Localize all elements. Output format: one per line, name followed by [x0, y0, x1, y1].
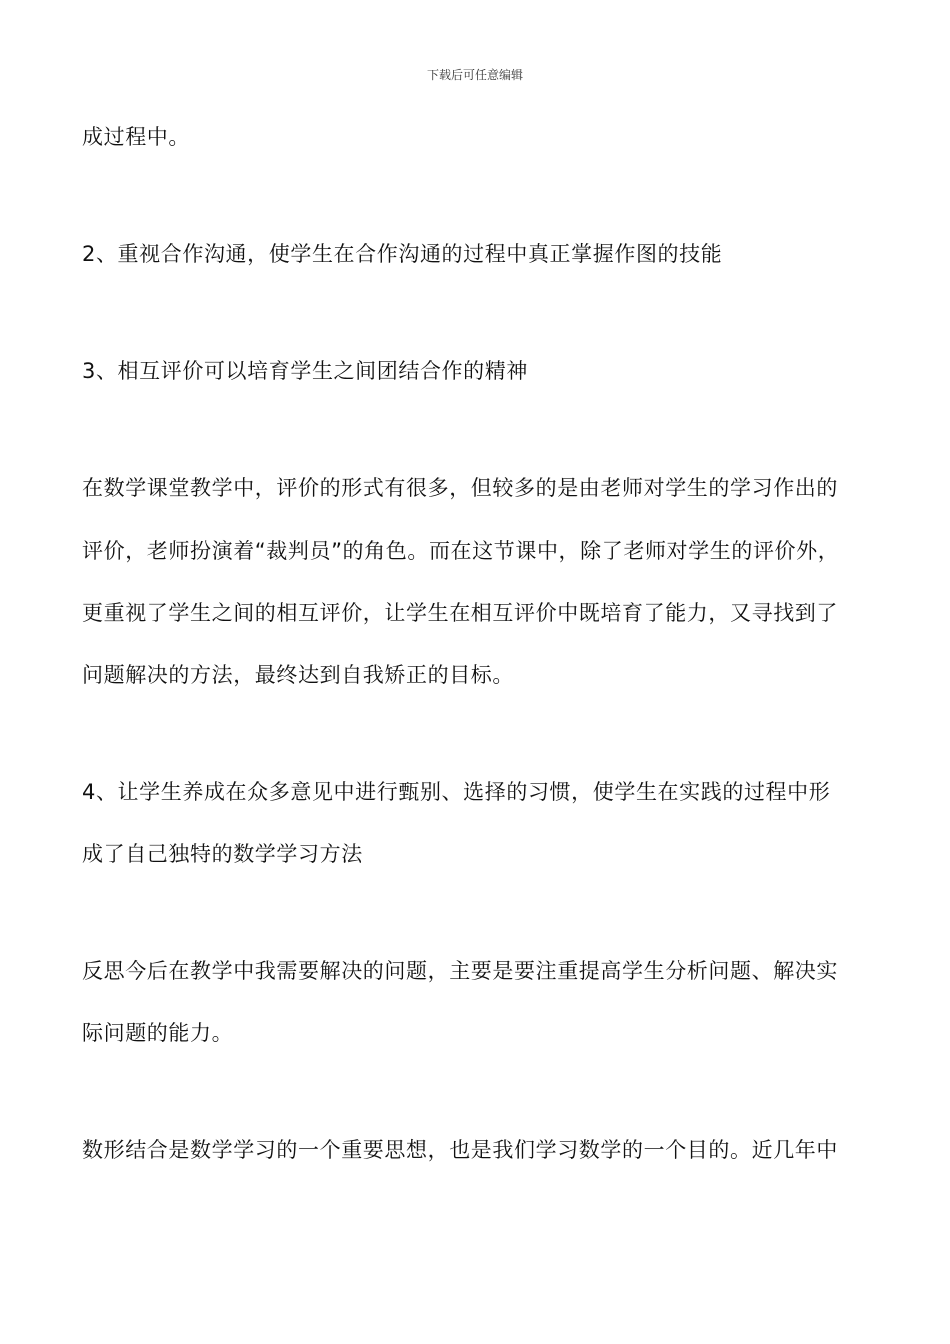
paragraph-line: 反思今后在教学中我需要解决的问题，主要是要注重提高学生分析问题、解决实	[82, 959, 838, 983]
paragraph-line: 在数学课堂教学中，评价的形式有很多，但较多的是由老师对学生的学习作出的	[82, 476, 838, 500]
paragraph-line: 更重视了学生之间的相互评价，让学生在相互评价中既培育了能力，又寻找到了	[82, 601, 838, 625]
paragraph-line: 成过程中。	[82, 125, 190, 149]
numbered-point-3: 3、相互评价可以培育学生之间团结合作的精神	[82, 359, 528, 383]
paragraph-line: 数形结合是数学学习的一个重要思想，也是我们学习数学的一个目的。近几年中	[82, 1138, 838, 1162]
numbered-point-4: 4、让学生养成在众多意见中进行甄别、选择的习惯，使学生在实践的过程中形	[82, 780, 831, 804]
paragraph-line: 问题解决的方法，最终达到自我矫正的目标。	[82, 663, 514, 687]
paragraph-line: 际问题的能力。	[82, 1021, 234, 1045]
numbered-point-2: 2、重视合作沟通，使学生在合作沟通的过程中真正掌握作图的技能	[82, 242, 723, 266]
paragraph-line: 成了自己独特的数学学习方法	[82, 842, 363, 866]
paragraph-line: 评价，老师扮演着“裁判员”的角色。而在这节课中，除了老师对学生的评价外，	[82, 539, 840, 563]
page-header: 下载后可任意编辑	[426, 68, 523, 82]
